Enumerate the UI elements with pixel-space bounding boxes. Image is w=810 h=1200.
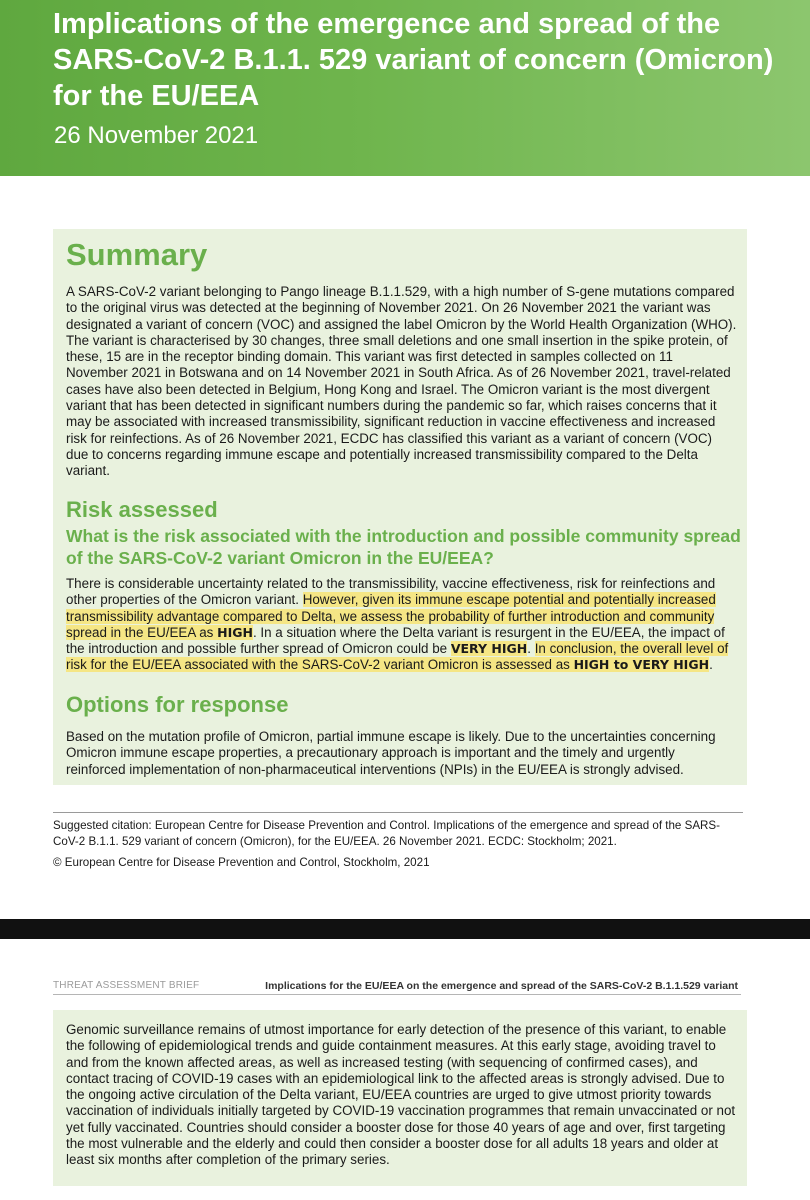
risk-level-high: HIGH	[217, 624, 253, 640]
risk-text-part: . In a situation where the Delta variant is resurgent in the EU/EEA, the impact of the introduction and possible further spread of Omicron could be	[66, 624, 725, 657]
highlighted-text: However, given its immune escape potential and potentially increased transmissibility advantage compared to Delta, we assess the probability of further introduction and community spread in the EU/EEA as	[66, 592, 716, 640]
running-header-label: THREAT ASSESSMENT BRIEF	[53, 980, 200, 991]
risk-heading: Risk assessed	[66, 497, 218, 522]
impact-level-very-high: VERY HIGH	[450, 641, 528, 657]
page-break-bar	[0, 919, 810, 939]
options-heading: Options for response	[66, 692, 289, 717]
summary-heading: Summary	[66, 237, 208, 272]
divider-line	[53, 812, 743, 813]
risk-question: What is the risk associated with the introduction and possible community spread of the SARS-CoV-2 variant Omicron in the EU/EEA?	[66, 526, 741, 568]
options-text: Based on the mutation profile of Omicron, partial immune escape is likely. Due to the uncertainties concerning Omicron immune escape properties, a precautionary approach is important and the timely and urgently reinforced implementation of non-pharmaceutical interventions (NPIs) in the EU/EEA is strongly advised.	[66, 729, 716, 777]
risk-text	[66, 576, 737, 674]
document-title: Implications of the emergence and spread of the SARS-CoV-2 B.1.1. 529 variant of concern (Omicron) for the EU/EEA	[53, 8, 774, 112]
summary-text: A SARS-CoV-2 variant belonging to Pango lineage B.1.1.529, with a high number of S-gene mutations compared to the original virus was detected at the beginning of November 2021. On 26 November 2021 the variant was designated a variant of concern (VOC) and assigned the label Omicron by the World Health Organization (WHO). The variant is characterised by 30 changes, three small deletions and one small insertion in the spike protein, of these, 15 are in the receptor binding domain. This variant was first detected in samples collected on 11 November 2021 in Botswana and on 14 November 2021 in South Africa. As of 26 November 2021, travel-related cases have also been detected in Belgium, Hong Kong and Israel. The Omicron variant is the most divergent variant that has been detected in significant numbers during the pandemic so far, which raises concerns that it may be associated with increased transmissibility, significant reduction in vaccine effectiveness and increased risk for reinfections. As of 26 November 2021, ECDC has classified this variant as a variant of concern (VOC) due to concerns regarding immune escape and potentially increased transmissibility compared to the Delta variant.	[66, 284, 737, 479]
risk-text-part: There is considerable uncertainty related to the transmissibility, vaccine effectiveness, risk for reinfections and other properties of the Omicron variant.	[66, 576, 716, 608]
suggested-citation: Suggested citation: European Centre for Disease Prevention and Control. Implications of the emergence and spread of the SARS-CoV-2 B.1.1. 529 variant of concern (Omicron), for the EU/EEA. 26 November 2021. ECDC: Stockholm; 2021.	[53, 819, 721, 848]
header-rule	[53, 994, 741, 995]
recommendations-box	[53, 1010, 747, 1186]
overall-risk-level: HIGH to VERY HIGH	[573, 657, 710, 673]
risk-text-part: .	[527, 641, 535, 657]
running-header-title: Implications for the EU/EEA on the emergence and spread of the SARS-CoV-2 B.1.1.529 variant	[265, 980, 738, 992]
copyright-notice: © European Centre for Disease Prevention and Control, Stockholm, 2021	[53, 856, 430, 869]
risk-text-part: .	[709, 657, 713, 673]
title-banner	[0, 0, 810, 176]
document-date: 26 November 2021	[54, 122, 259, 149]
highlighted-text: In conclusion, the overall level of risk for the EU/EEA associated with the SARS-CoV-2 variant Omicron is assessed as	[66, 641, 729, 673]
summary-box	[53, 229, 747, 785]
recommendations-text: Genomic surveillance remains of utmost importance for early detection of the presence of this variant, to enable the following of epidemiological trends and guide containment measures. At this early stage, avoiding travel to and from the known affected areas, as well as increased testing (with sequencing of confirmed cases), and contact tracing of COVID-19 cases with an epidemiological link to the affected areas is strongly advised. Due to the ongoing active circulation of the Delta variant, EU/EEA countries are urged to give utmost priority towards vaccination of individuals initially targeted by COVID-19 vaccination programmes that remain unvaccinated or not yet fully vaccinated. Countries should consider a booster dose for those 40 years of age and over, first targeting the most vulnerable and the elderly and could then consider a booster dose for all adults 18 years and older at least six months after completion of the primary series.	[66, 1022, 736, 1168]
